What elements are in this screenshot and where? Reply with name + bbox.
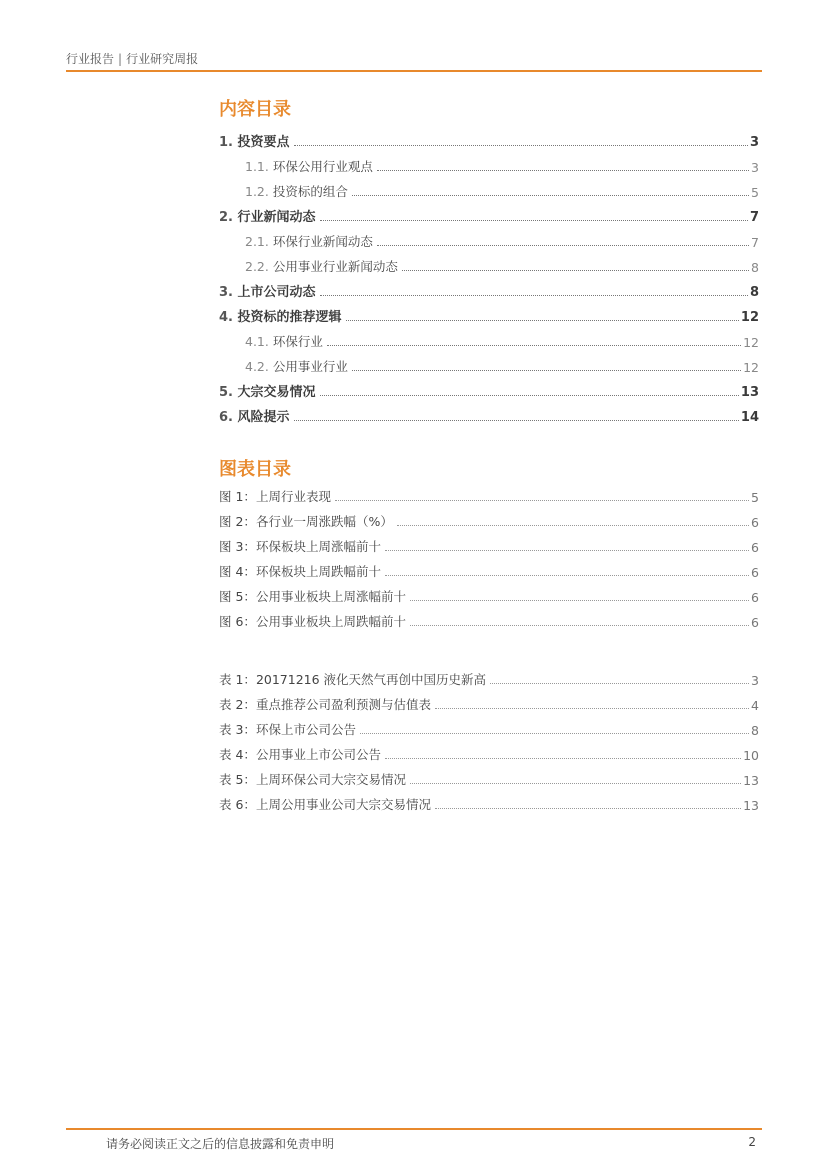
toc-entry-number: 1. — [219, 135, 233, 150]
toc-entry-number: 2.1. — [245, 234, 269, 249]
header-report-name: 行业研究周报 — [126, 52, 199, 66]
contents-list — [219, 125, 759, 425]
table-entry[interactable] — [219, 713, 759, 738]
leader-dots — [385, 574, 749, 576]
page-footer — [66, 1128, 762, 1152]
leader-dots — [385, 757, 741, 759]
toc-entry-label: 投资标的组合 — [272, 184, 348, 199]
leader-dots — [410, 782, 741, 784]
toc-entry-number: 6. — [219, 410, 233, 425]
figure-label: 公用事业板块上周跌幅前十 — [255, 614, 406, 629]
leader-dots — [360, 732, 749, 734]
table-page: 4 — [751, 698, 759, 713]
toc-entry[interactable] — [219, 300, 759, 325]
toc-entry-page: 8 — [749, 285, 759, 300]
figure-page: 6 — [751, 540, 759, 555]
leader-dots — [402, 269, 749, 271]
toc-entry-page: 7 — [749, 210, 759, 225]
figure-label: 环保板块上周涨幅前十 — [255, 539, 381, 554]
figure-page: 5 — [751, 490, 759, 505]
footer-disclaimer: 请务必阅读正文之后的信息披露和免责申明 — [106, 1137, 335, 1151]
toc-entry-number: 1.1. — [245, 159, 269, 174]
leader-dots — [327, 344, 741, 346]
leader-dots — [490, 682, 749, 684]
toc-entry-page: 3 — [749, 135, 759, 150]
tables-list — [219, 663, 759, 813]
table-page: 13 — [743, 798, 759, 813]
leader-dots — [352, 369, 741, 371]
table-page: 10 — [743, 748, 759, 763]
charts-title: 图表目录 — [219, 459, 291, 480]
figure-number: 图 2： — [219, 514, 256, 529]
toc-entry-label: 投资标的推荐逻辑 — [237, 310, 342, 325]
page-header — [66, 48, 762, 72]
toc-entry-page: 5 — [751, 185, 759, 200]
figure-number: 图 4： — [219, 564, 256, 579]
table-page: 8 — [751, 723, 759, 738]
table-entry[interactable] — [219, 663, 759, 688]
header-report-type: 行业报告 — [66, 52, 115, 66]
leader-dots — [320, 219, 748, 221]
table-page: 13 — [743, 773, 759, 788]
toc-entry[interactable] — [219, 150, 759, 175]
toc-entry-label: 上市公司动态 — [237, 285, 316, 300]
toc-entry-page: 12 — [743, 335, 759, 350]
leader-dots — [377, 244, 749, 246]
toc-entry[interactable] — [219, 400, 759, 425]
toc-entry-page: 8 — [751, 260, 759, 275]
table-number: 表 3： — [219, 722, 256, 737]
leader-dots — [397, 524, 749, 526]
figure-label: 各行业一周涨跌幅（%） — [255, 514, 393, 529]
leader-dots — [320, 394, 739, 396]
table-number: 表 1： — [219, 672, 256, 687]
leader-dots — [294, 144, 748, 146]
toc-entry[interactable] — [219, 375, 759, 400]
toc-entry[interactable] — [219, 325, 759, 350]
table-label: 上周公用事业公司大宗交易情况 — [255, 797, 431, 812]
table-label: 环保上市公司公告 — [255, 722, 356, 737]
toc-entry-label: 公用事业行业 — [272, 359, 348, 374]
leader-dots — [435, 807, 741, 809]
toc-entry[interactable] — [219, 175, 759, 200]
table-label: 重点推荐公司盈利预测与估值表 — [255, 697, 431, 712]
figure-entry[interactable] — [219, 530, 759, 555]
figure-entry[interactable] — [219, 555, 759, 580]
table-label: 上周环保公司大宗交易情况 — [255, 772, 406, 787]
toc-entry-label: 环保公用行业观点 — [272, 159, 373, 174]
table-label: 公用事业上市公司公告 — [255, 747, 381, 762]
figure-page: 6 — [751, 590, 759, 605]
toc-entry-number: 2.2. — [245, 259, 269, 274]
figure-page: 6 — [751, 615, 759, 630]
leader-dots — [410, 599, 749, 601]
figure-entry[interactable] — [219, 580, 759, 605]
toc-entry-page: 14 — [740, 410, 759, 425]
figure-entry[interactable] — [219, 605, 759, 630]
toc-entry-label: 环保行业新闻动态 — [272, 234, 373, 249]
toc-entry-number: 4.2. — [245, 359, 269, 374]
leader-dots — [294, 419, 739, 421]
page-number: 2 — [748, 1135, 756, 1149]
figure-page: 6 — [751, 565, 759, 580]
leader-dots — [377, 169, 749, 171]
table-number: 表 2： — [219, 697, 256, 712]
leader-dots — [320, 294, 748, 296]
toc-entry-page: 3 — [751, 160, 759, 175]
toc-entry[interactable] — [219, 250, 759, 275]
toc-entry-label: 大宗交易情况 — [237, 385, 316, 400]
toc-entry-number: 4. — [219, 310, 233, 325]
leader-dots — [385, 549, 749, 551]
leader-dots — [335, 499, 749, 501]
table-entry[interactable] — [219, 738, 759, 763]
figure-number: 图 5： — [219, 589, 256, 604]
table-number: 表 6： — [219, 797, 256, 812]
table-number: 表 4： — [219, 747, 256, 762]
toc-entry-number: 2. — [219, 210, 233, 225]
figure-number: 图 3： — [219, 539, 256, 554]
figure-page: 6 — [751, 515, 759, 530]
figure-label: 上周行业表现 — [255, 489, 331, 504]
table-page: 3 — [751, 673, 759, 688]
figure-number: 图 1： — [219, 489, 256, 504]
figure-label: 环保板块上周跌幅前十 — [255, 564, 381, 579]
table-label: 20171216 液化天然气再创中国历史新高 — [255, 672, 487, 687]
header-text — [66, 50, 198, 67]
toc-entry-page: 13 — [740, 385, 759, 400]
leader-dots — [410, 624, 749, 626]
toc-entry[interactable] — [219, 200, 759, 225]
figure-entry[interactable] — [219, 505, 759, 530]
contents-title: 内容目录 — [219, 99, 291, 120]
table-entry[interactable] — [219, 763, 759, 788]
figure-entry[interactable] — [219, 480, 759, 505]
toc-entry-page: 7 — [751, 235, 759, 250]
toc-entry-page: 12 — [740, 310, 759, 325]
figures-list — [219, 480, 759, 630]
toc-entry[interactable] — [219, 225, 759, 250]
toc-entry-number: 3. — [219, 285, 233, 300]
figure-label: 公用事业板块上周涨幅前十 — [255, 589, 406, 604]
toc-entry-number: 1.2. — [245, 184, 269, 199]
toc-entry-label: 环保行业 — [272, 334, 323, 349]
toc-entry-number: 5. — [219, 385, 233, 400]
toc-entry-number: 4.1. — [245, 334, 269, 349]
figure-number: 图 6： — [219, 614, 256, 629]
toc-entry-label: 公用事业行业新闻动态 — [272, 259, 398, 274]
toc-entry-label: 风险提示 — [237, 410, 290, 425]
toc-entry[interactable] — [219, 275, 759, 300]
toc-entry-label: 行业新闻动态 — [237, 210, 316, 225]
table-entry[interactable] — [219, 788, 759, 813]
leader-dots — [346, 319, 739, 321]
toc-entry[interactable] — [219, 125, 759, 150]
toc-entry-label: 投资要点 — [237, 135, 290, 150]
header-separator: | — [118, 52, 123, 66]
table-number: 表 5： — [219, 772, 256, 787]
toc-entry-page: 12 — [743, 360, 759, 375]
leader-dots — [435, 707, 749, 709]
toc-entry[interactable] — [219, 350, 759, 375]
leader-dots — [352, 194, 749, 196]
table-entry[interactable] — [219, 688, 759, 713]
